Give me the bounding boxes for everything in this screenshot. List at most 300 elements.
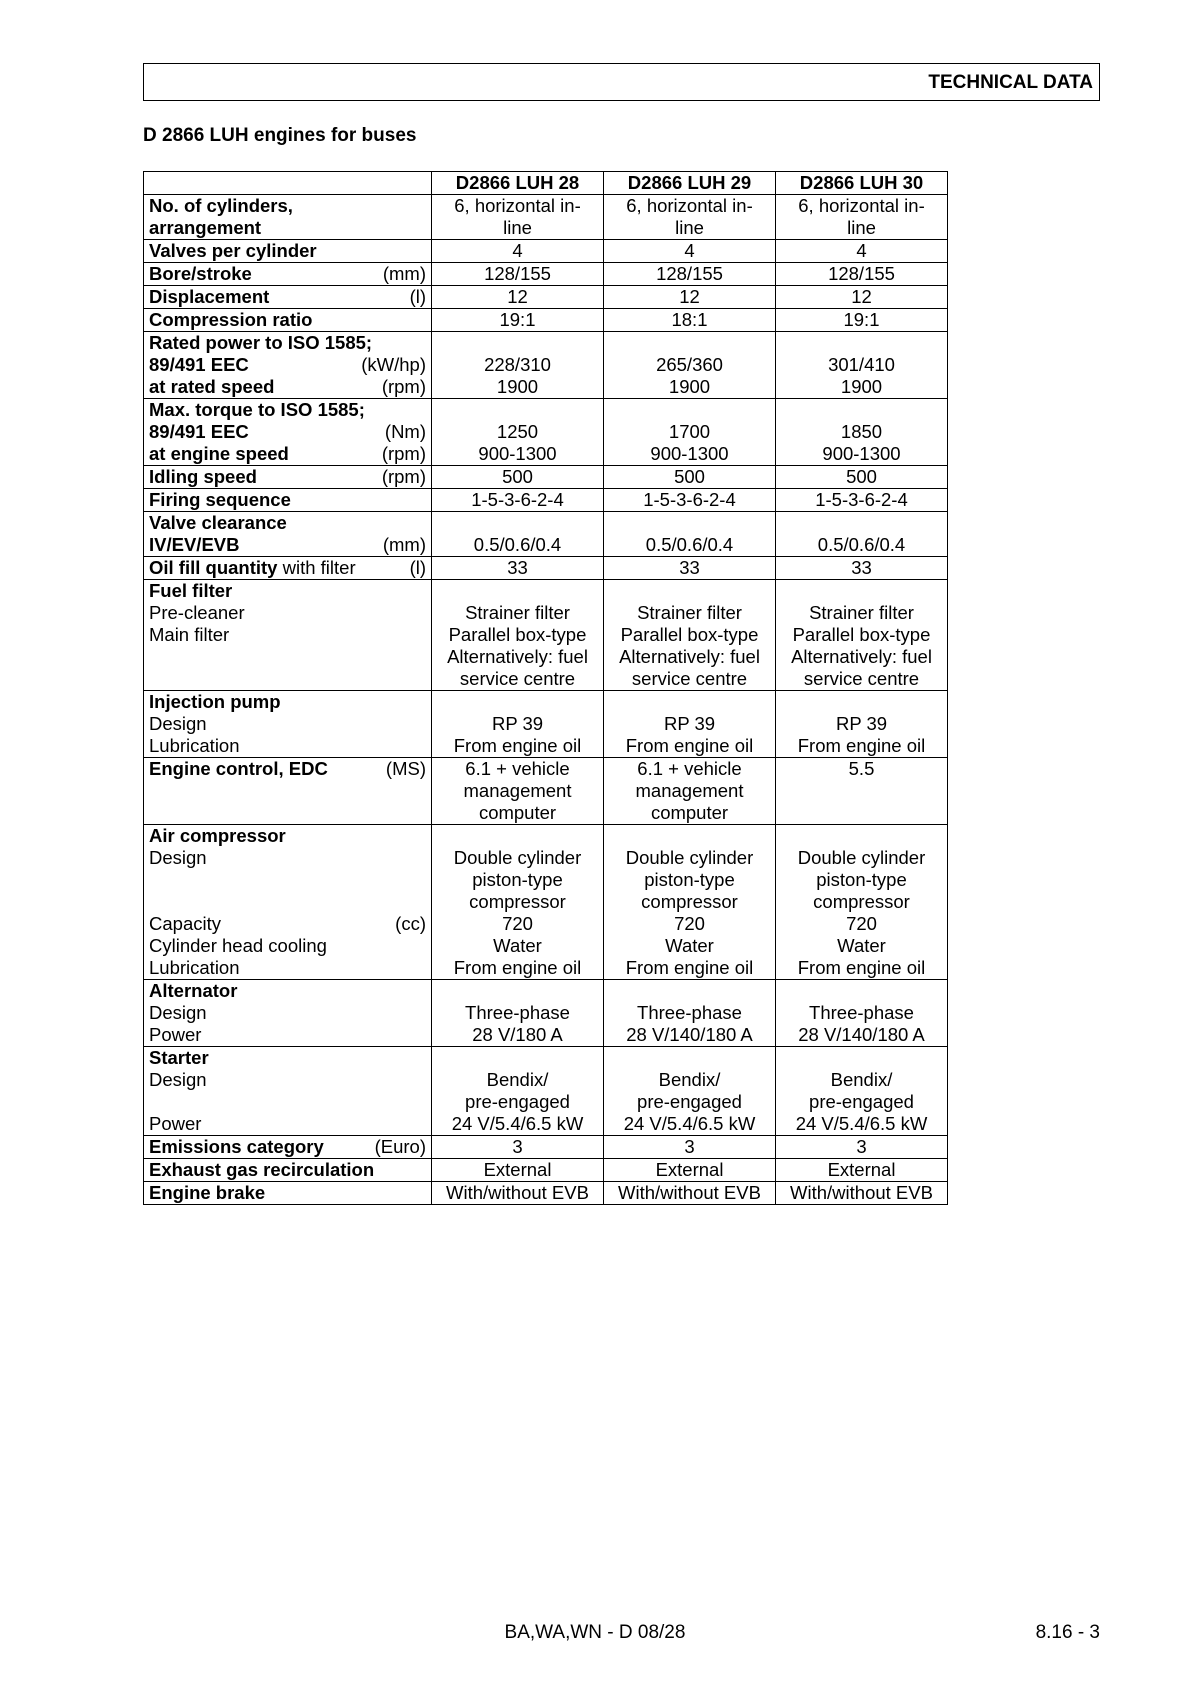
label-main: 89/491 EEC xyxy=(149,421,249,442)
row-label xyxy=(144,309,432,332)
value-line: 1-5-3-6-2-4 xyxy=(815,489,908,510)
table-row xyxy=(144,580,948,691)
row-label xyxy=(144,691,432,758)
value-line: 500 xyxy=(846,466,877,487)
label-line xyxy=(149,354,426,376)
label-text xyxy=(149,713,207,735)
value-line xyxy=(434,1047,601,1069)
value-cell xyxy=(776,557,948,580)
label-text xyxy=(149,825,286,847)
label-line xyxy=(149,602,426,624)
value-line: 28 V/180 A xyxy=(472,1024,563,1045)
label-main: at rated speed xyxy=(149,376,275,397)
value-line xyxy=(778,1047,945,1069)
value-line: Double cylinder xyxy=(453,847,582,868)
value-cell xyxy=(432,691,604,758)
label-line xyxy=(149,869,426,891)
value-line: 6, horizontal in- xyxy=(454,195,581,216)
value-cell xyxy=(432,332,604,399)
label-line xyxy=(149,891,426,913)
value-line: 0.5/0.6/0.4 xyxy=(817,534,906,555)
value-line: With/without EVB xyxy=(618,1182,761,1203)
value-cell xyxy=(604,557,776,580)
value-line xyxy=(606,580,773,602)
label-text xyxy=(149,354,249,376)
label-text xyxy=(149,802,154,824)
value-line: Alternatively: fuel xyxy=(791,646,932,667)
value-line xyxy=(778,825,945,847)
value-line: Water xyxy=(837,935,886,956)
value-line: 1900 xyxy=(668,376,711,397)
page-number: 8.16 - 3 xyxy=(1035,1622,1100,1643)
unit-label: (rpm) xyxy=(381,376,426,397)
value-line: 24 V/5.4/6.5 kW xyxy=(795,1113,928,1134)
value-line: 19:1 xyxy=(499,309,536,330)
value-line: From engine oil xyxy=(453,735,582,756)
value-line xyxy=(606,691,773,713)
label-line xyxy=(149,263,426,285)
value-line: 1700 xyxy=(668,421,711,442)
value-cell xyxy=(776,399,948,466)
value-line: 24 V/5.4/6.5 kW xyxy=(451,1113,584,1134)
value-line: 1900 xyxy=(840,376,883,397)
label-line xyxy=(149,286,426,308)
value-line: 28 V/140/180 A xyxy=(798,1024,925,1045)
value-line: 6, horizontal in- xyxy=(798,195,925,216)
value-line: pre-engaged xyxy=(637,1091,742,1112)
unit-label: (Nm) xyxy=(384,421,426,442)
label-main: Compression ratio xyxy=(149,309,313,330)
value-line: From engine oil xyxy=(625,735,754,756)
table-row xyxy=(144,1047,948,1136)
value-cell xyxy=(432,1136,604,1159)
label-text xyxy=(149,195,293,217)
unit-label: (Euro) xyxy=(374,1136,426,1157)
label-text xyxy=(149,512,287,534)
row-label xyxy=(144,1182,432,1205)
table-row xyxy=(144,980,948,1047)
value-cell xyxy=(776,980,948,1047)
value-line: Water xyxy=(493,935,542,956)
unit-label: (l) xyxy=(409,286,426,307)
value-line: piston-type xyxy=(472,869,563,890)
value-line xyxy=(606,980,773,1002)
value-line: With/without EVB xyxy=(790,1182,933,1203)
label-line xyxy=(149,1047,426,1069)
label-main: Emissions category xyxy=(149,1136,324,1157)
table-row xyxy=(144,1182,948,1205)
label-text xyxy=(149,534,239,556)
value-line: Strainer filter xyxy=(809,602,914,623)
label-line xyxy=(149,376,426,398)
label-main: Design xyxy=(149,1002,207,1023)
label-line xyxy=(149,624,426,646)
value-line: 500 xyxy=(502,466,533,487)
label-text xyxy=(149,421,249,443)
value-line: 5.5 xyxy=(848,758,875,779)
label-text xyxy=(149,1024,201,1046)
value-line: 24 V/5.4/6.5 kW xyxy=(623,1113,756,1134)
label-text xyxy=(149,691,281,713)
value-line: 19:1 xyxy=(843,309,880,330)
value-line: External xyxy=(483,1159,552,1180)
value-line: With/without EVB xyxy=(446,1182,589,1203)
label-main: No. of cylinders, xyxy=(149,195,293,216)
row-label xyxy=(144,512,432,557)
value-line: 12 xyxy=(679,286,700,307)
label-text xyxy=(149,466,257,488)
label-main: Exhaust gas recirculation xyxy=(149,1159,375,1180)
table-row xyxy=(144,1159,948,1182)
label-line xyxy=(149,1113,426,1135)
header-box xyxy=(143,63,1100,101)
value-line: pre-engaged xyxy=(465,1091,570,1112)
value-line: 900-1300 xyxy=(822,443,901,464)
value-line: 6.1 + vehicle xyxy=(465,758,570,779)
value-cell xyxy=(432,286,604,309)
label-line xyxy=(149,780,426,802)
unit-label: (cc) xyxy=(395,913,426,934)
value-cell xyxy=(776,691,948,758)
label-main: Air compressor xyxy=(149,825,286,846)
value-cell xyxy=(604,195,776,240)
label-line xyxy=(149,1136,426,1158)
label-line xyxy=(149,713,426,735)
table-body xyxy=(144,195,948,1205)
label-text xyxy=(149,913,221,935)
table-row xyxy=(144,489,948,512)
value-cell xyxy=(776,1182,948,1205)
label-main: Lubrication xyxy=(149,957,240,978)
value-line: From engine oil xyxy=(453,957,582,978)
value-line: 900-1300 xyxy=(478,443,557,464)
value-line: Alternatively: fuel xyxy=(447,646,588,667)
label-main: Power xyxy=(149,1024,202,1045)
value-cell xyxy=(604,758,776,825)
value-line: 6.1 + vehicle xyxy=(637,758,742,779)
row-label xyxy=(144,1136,432,1159)
label-main: Valve clearance xyxy=(149,512,287,533)
column-header: D2866 LUH 28 xyxy=(432,172,604,195)
label-text xyxy=(149,935,327,957)
value-line: 128/155 xyxy=(828,263,895,284)
value-line: Three-phase xyxy=(465,1002,570,1023)
value-cell xyxy=(604,1047,776,1136)
row-label xyxy=(144,332,432,399)
value-cell xyxy=(604,691,776,758)
table-row xyxy=(144,240,948,263)
value-cell xyxy=(604,332,776,399)
label-line xyxy=(149,489,426,511)
value-cell xyxy=(776,332,948,399)
value-line: 33 xyxy=(851,557,872,578)
unit-label: (kW/hp) xyxy=(361,354,426,375)
label-main: 89/491 EEC xyxy=(149,354,249,375)
value-line: computer xyxy=(650,802,729,823)
value-cell xyxy=(432,240,604,263)
label-line xyxy=(149,466,426,488)
label-text xyxy=(149,557,356,579)
value-line: Double cylinder xyxy=(625,847,754,868)
value-line: Alternatively: fuel xyxy=(619,646,760,667)
unit-label: (rpm) xyxy=(381,466,426,487)
label-text xyxy=(149,758,328,780)
value-line: Three-phase xyxy=(809,1002,914,1023)
label-text xyxy=(149,489,291,511)
value-line: 720 xyxy=(846,913,877,934)
table-row xyxy=(144,1136,948,1159)
column-header: D2866 LUH 30 xyxy=(776,172,948,195)
value-line xyxy=(434,691,601,713)
value-line: piston-type xyxy=(816,869,907,890)
value-line: compressor xyxy=(813,891,910,912)
row-label xyxy=(144,825,432,980)
table-row xyxy=(144,399,948,466)
value-line: 1900 xyxy=(496,376,539,397)
value-cell xyxy=(604,980,776,1047)
value-line xyxy=(606,1047,773,1069)
value-cell xyxy=(432,1159,604,1182)
label-text xyxy=(149,309,312,331)
column-header: D2866 LUH 29 xyxy=(604,172,776,195)
table-row xyxy=(144,195,948,240)
value-cell xyxy=(432,580,604,691)
row-label xyxy=(144,580,432,691)
label-text xyxy=(149,376,274,398)
label-line xyxy=(149,557,426,579)
value-line: Double cylinder xyxy=(797,847,926,868)
value-line: compressor xyxy=(469,891,566,912)
row-label xyxy=(144,1047,432,1136)
value-line: Three-phase xyxy=(637,1002,742,1023)
value-line xyxy=(778,980,945,1002)
row-label xyxy=(144,263,432,286)
value-cell xyxy=(432,309,604,332)
table-row xyxy=(144,758,948,825)
label-line xyxy=(149,1024,426,1046)
value-line: 4 xyxy=(856,240,867,261)
value-line: 1250 xyxy=(496,421,539,442)
label-suffix: with filter xyxy=(277,557,356,578)
label-main: Rated power to ISO 1585; xyxy=(149,332,373,353)
value-cell xyxy=(432,466,604,489)
row-label xyxy=(144,1159,432,1182)
value-line: line xyxy=(503,217,532,238)
unit-label: (rpm) xyxy=(381,443,426,464)
value-line xyxy=(434,980,601,1002)
value-line: Parallel box-type xyxy=(792,624,931,645)
label-text xyxy=(149,286,269,308)
value-line: RP 39 xyxy=(663,713,716,734)
value-line xyxy=(434,825,601,847)
value-line: 0.5/0.6/0.4 xyxy=(473,534,562,555)
value-cell xyxy=(776,758,948,825)
value-line: computer xyxy=(478,802,557,823)
label-text xyxy=(149,1002,207,1024)
value-cell xyxy=(776,1159,948,1182)
label-text xyxy=(149,580,232,602)
value-cell xyxy=(432,1047,604,1136)
unit-label: (mm) xyxy=(382,534,426,555)
label-line xyxy=(149,580,426,602)
label-line xyxy=(149,332,426,354)
value-line: 4 xyxy=(684,240,695,261)
value-cell xyxy=(432,825,604,980)
value-cell xyxy=(604,1136,776,1159)
label-text xyxy=(149,332,372,354)
label-text xyxy=(149,957,240,979)
value-cell xyxy=(776,466,948,489)
value-line: line xyxy=(847,217,876,238)
value-line: 18:1 xyxy=(671,309,708,330)
value-line: compressor xyxy=(641,891,738,912)
row-label xyxy=(144,758,432,825)
value-cell xyxy=(604,489,776,512)
value-line: 1-5-3-6-2-4 xyxy=(643,489,736,510)
value-cell xyxy=(432,195,604,240)
row-label xyxy=(144,489,432,512)
value-line: 3 xyxy=(856,1136,867,1157)
label-line xyxy=(149,512,426,534)
label-text xyxy=(149,1069,207,1091)
label-line xyxy=(149,240,426,262)
value-cell xyxy=(604,399,776,466)
table-row xyxy=(144,263,948,286)
label-main: Fuel filter xyxy=(149,580,233,601)
table-row xyxy=(144,512,948,557)
label-main: Oil fill quantity xyxy=(149,557,278,578)
value-line: From engine oil xyxy=(625,957,754,978)
value-line: 3 xyxy=(512,1136,523,1157)
label-main: Capacity xyxy=(149,913,221,934)
value-line xyxy=(778,691,945,713)
label-line xyxy=(149,957,426,979)
value-line: External xyxy=(827,1159,896,1180)
value-line: 1-5-3-6-2-4 xyxy=(471,489,564,510)
value-line: Bendix/ xyxy=(830,1069,893,1090)
unit-label: (l) xyxy=(409,557,426,578)
value-line: line xyxy=(675,217,704,238)
label-line xyxy=(149,758,426,780)
engine-data-table xyxy=(143,171,948,1205)
label-text xyxy=(149,735,240,757)
label-main: Bore/stroke xyxy=(149,263,252,284)
value-cell xyxy=(432,980,604,1047)
value-cell xyxy=(604,309,776,332)
label-line xyxy=(149,534,426,556)
label-line xyxy=(149,935,426,957)
label-text xyxy=(149,1091,154,1113)
value-line: 12 xyxy=(507,286,528,307)
value-line: RP 39 xyxy=(491,713,544,734)
label-text xyxy=(149,780,154,802)
corner-cell xyxy=(144,172,432,195)
value-line: management xyxy=(635,780,744,801)
value-line: External xyxy=(655,1159,724,1180)
label-main: Engine brake xyxy=(149,1182,266,1203)
value-line: service centre xyxy=(803,668,920,689)
value-cell xyxy=(776,512,948,557)
value-cell xyxy=(604,240,776,263)
table-header-row xyxy=(144,172,948,195)
label-main: Main filter xyxy=(149,624,230,645)
value-line: From engine oil xyxy=(797,957,926,978)
table-row xyxy=(144,286,948,309)
label-line xyxy=(149,217,426,239)
value-cell xyxy=(776,286,948,309)
label-line xyxy=(149,1182,426,1204)
label-line xyxy=(149,735,426,757)
value-cell xyxy=(604,263,776,286)
value-line: 12 xyxy=(851,286,872,307)
value-cell xyxy=(604,1159,776,1182)
label-line xyxy=(149,1069,426,1091)
value-cell xyxy=(604,466,776,489)
label-main: Lubrication xyxy=(149,735,240,756)
label-line xyxy=(149,1002,426,1024)
value-line: 4 xyxy=(512,240,523,261)
value-line: Strainer filter xyxy=(637,602,742,623)
label-main: arrangement xyxy=(149,217,262,238)
label-line xyxy=(149,421,426,443)
label-text xyxy=(149,443,289,465)
label-line xyxy=(149,1159,426,1181)
label-line xyxy=(149,913,426,935)
label-line xyxy=(149,847,426,869)
value-cell xyxy=(776,489,948,512)
label-line xyxy=(149,646,426,668)
value-cell xyxy=(432,263,604,286)
value-line: 301/410 xyxy=(828,354,895,375)
label-main: Design xyxy=(149,847,207,868)
label-text xyxy=(149,602,245,624)
value-cell xyxy=(776,1136,948,1159)
value-line: service centre xyxy=(459,668,576,689)
label-main: Design xyxy=(149,713,207,734)
label-text xyxy=(149,624,229,646)
label-main: Idling speed xyxy=(149,466,257,487)
label-line xyxy=(149,1091,426,1113)
row-label xyxy=(144,399,432,466)
value-line: 33 xyxy=(507,557,528,578)
label-main: Cylinder head cooling xyxy=(149,935,327,956)
value-line: Strainer filter xyxy=(465,602,570,623)
value-line xyxy=(434,580,601,602)
label-text xyxy=(149,217,261,239)
label-text xyxy=(149,240,317,262)
value-cell xyxy=(776,825,948,980)
label-text xyxy=(149,1113,201,1135)
label-line xyxy=(149,825,426,847)
label-main: IV/EV/EVB xyxy=(149,534,240,555)
label-line xyxy=(149,980,426,1002)
value-line: Parallel box-type xyxy=(448,624,587,645)
label-main: Design xyxy=(149,1069,207,1090)
label-main: Alternator xyxy=(149,980,238,1001)
row-label xyxy=(144,195,432,240)
value-cell xyxy=(604,1182,776,1205)
value-line: 720 xyxy=(674,913,705,934)
label-main: Starter xyxy=(149,1047,209,1068)
value-line: 900-1300 xyxy=(650,443,729,464)
label-main: Firing sequence xyxy=(149,489,291,510)
value-line xyxy=(778,580,945,602)
value-line: 265/360 xyxy=(656,354,723,375)
unit-label: (mm) xyxy=(382,263,426,284)
table-row xyxy=(144,557,948,580)
label-line xyxy=(149,668,426,690)
value-line: piston-type xyxy=(644,869,735,890)
